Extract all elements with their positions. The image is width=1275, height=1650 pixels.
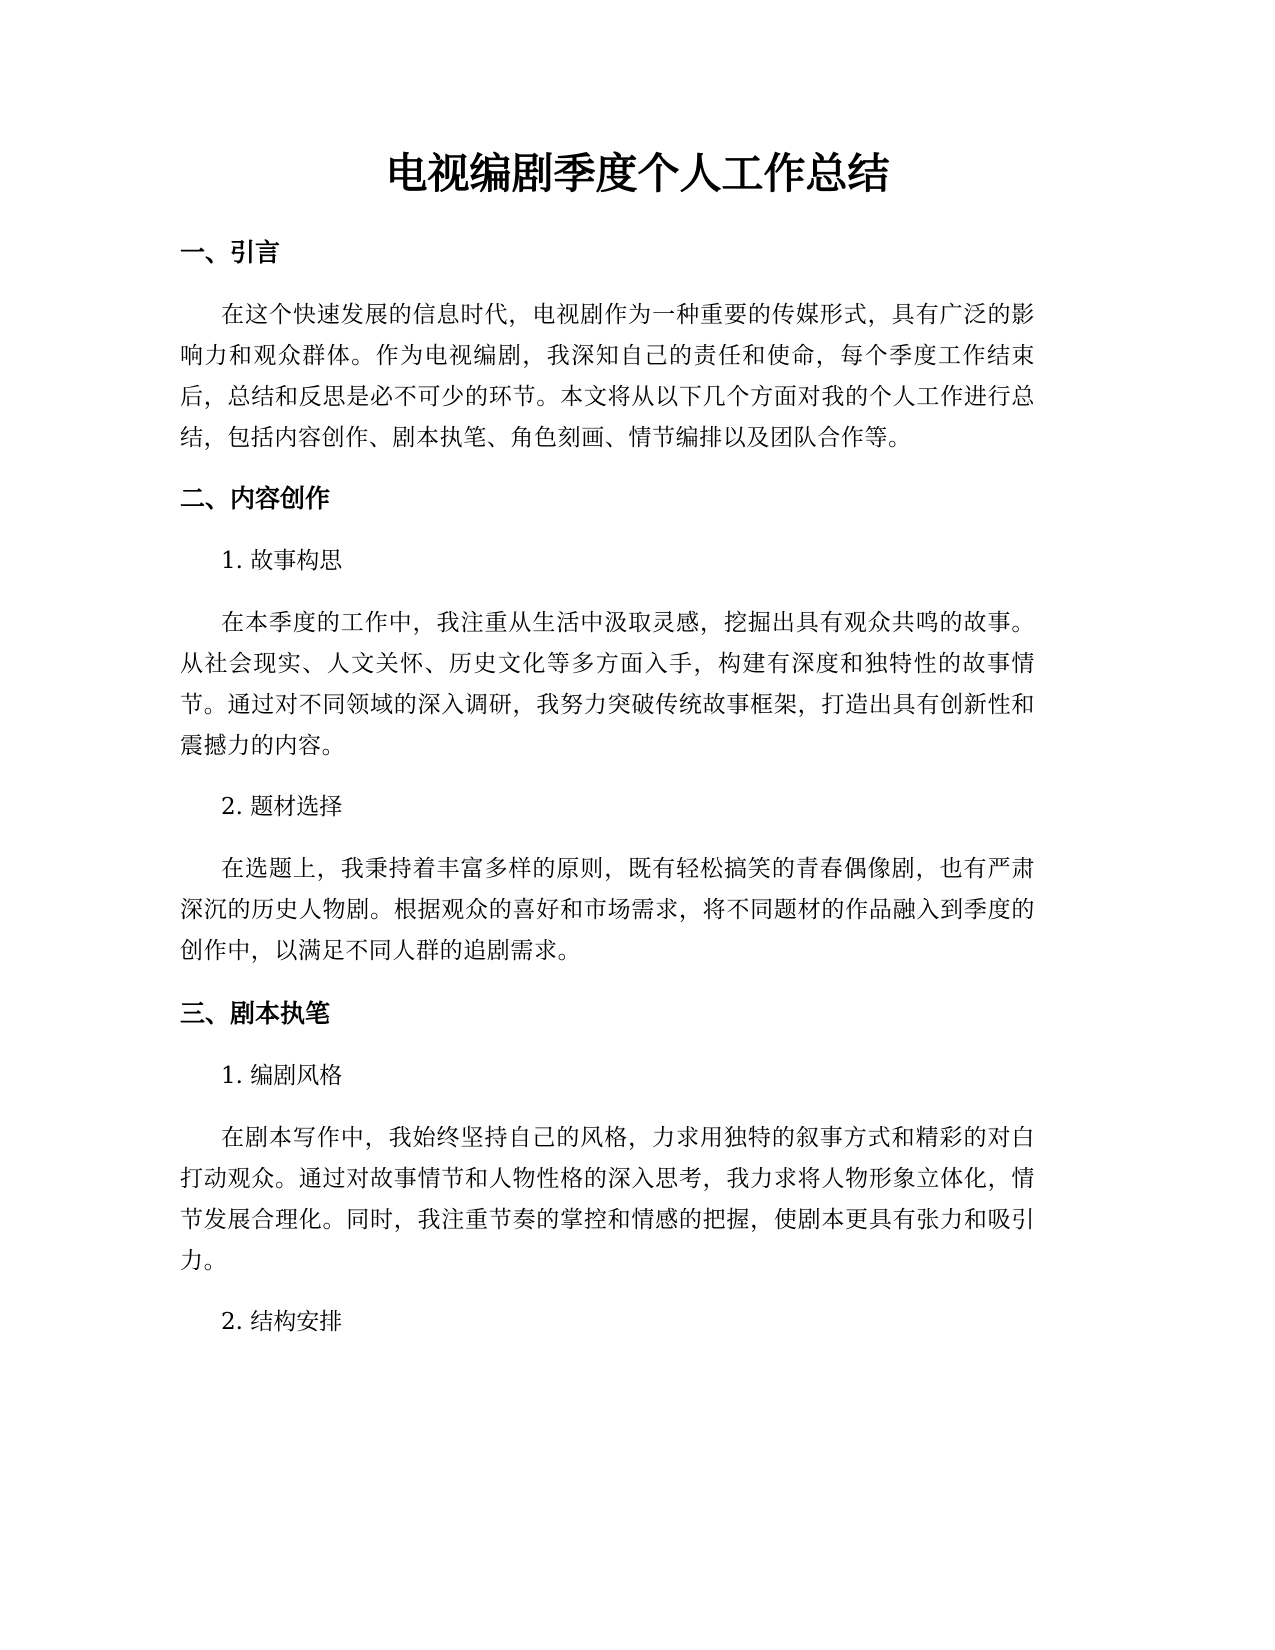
subheading-story-concept: 1. 故事构思	[221, 548, 343, 574]
intro-paragraph: 在这个快速发展的信息时代，电视剧作为一种重要的传媒形式，具有广泛的影响力和观众群体。作为电视编剧，我深知自己的责任和使命，每个季度工作结束后，总结和反思是必不可少的环节。本文将从以下几个方面对我的个人工作进行总结，包括内容创作、剧本执笔、角色刻画、情节编排以及团队合作等。	[180, 302, 1035, 451]
subheading-topic-selection: 2. 题材选择	[221, 794, 343, 820]
section-heading-intro: 一、引言	[180, 238, 281, 267]
writing-style-paragraph: 在剧本写作中，我始终坚持自己的风格，力求用独特的叙事方式和精彩的对白打动观众。通过对故事情节和人物性格的深入思考，我力求将人物形象立体化，情节发展合理化。同时，我注重节奏的掌控和情感的把握，使剧本更具有张力和吸引力。	[180, 1125, 1035, 1274]
topic-selection-paragraph: 在选题上，我秉持着丰富多样的原则，既有轻松搞笑的青春偶像剧，也有严肃深沉的历史人物剧。根据观众的喜好和市场需求，将不同题材的作品融入到季度的创作中，以满足不同人群的追剧需求。	[180, 856, 1035, 964]
document-title: 电视编剧季度个人工作总结	[385, 149, 890, 198]
story-concept-paragraph: 在本季度的工作中，我注重从生活中汲取灵感，挖掘出具有观众共鸣的故事。从社会现实、人文关怀、历史文化等多方面入手，构建有深度和独特性的故事情节。通过对不同领域的深入调研，我努力突破传统故事框架，打造出具有创新性和震撼力的内容。	[180, 610, 1035, 759]
subheading-structure: 2. 结构安排	[221, 1309, 343, 1335]
section-heading-content-creation: 二、内容创作	[180, 484, 331, 513]
subheading-writing-style: 1. 编剧风格	[221, 1063, 343, 1089]
section-heading-script-writing: 三、剧本执笔	[180, 999, 331, 1028]
